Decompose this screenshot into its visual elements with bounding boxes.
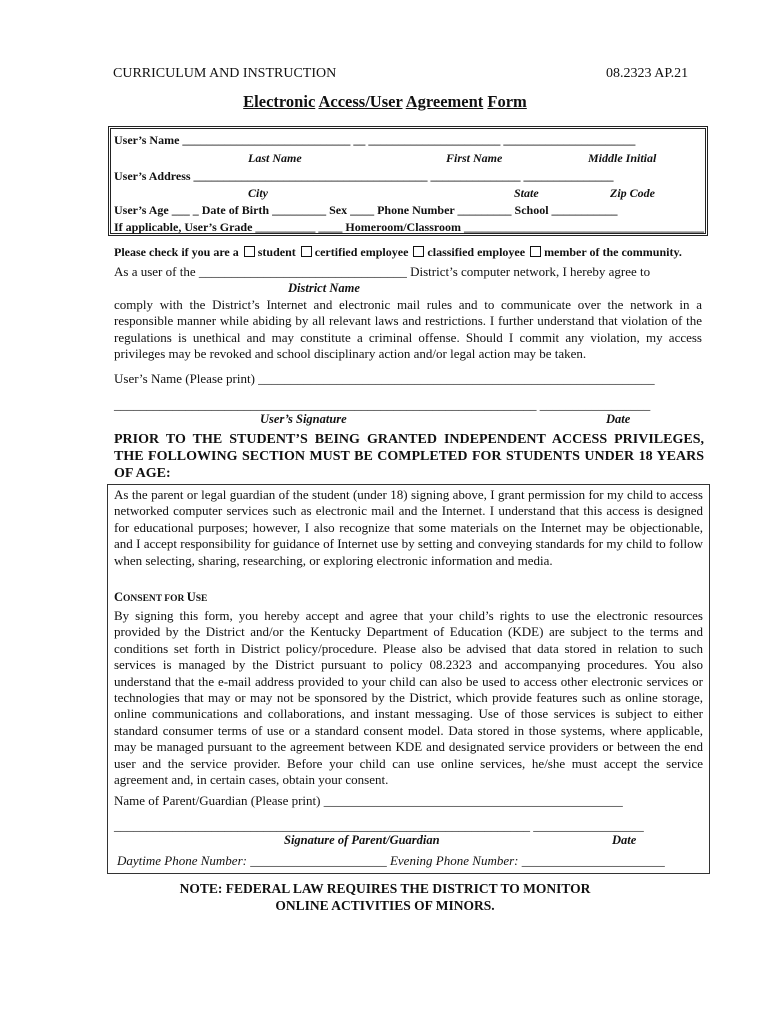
under-18-notice: PRIOR TO THE STUDENT’S BEING GRANTED INDEPENDENT ACCESS PRIVILEGES, THE FOLLOWING SECTION MUST BE COMPLETED FOR STUDENTS UNDER 18 YEARS OF AGE: (114, 432, 704, 481)
policy-code: 08.2323 AP.21 (606, 66, 689, 81)
consent-paragraph: By signing this form, you hereby accept and agree that your child’s rights to use the electronic resources provided by the District and/or the Kentucky Department of Education (KDE) are subject to the terms and conditions set forth in District policy/procedure. Please also be advised that data stored in relation to such services is managed by the District pursuant to policy 08.2323 and accompanying procedures. You also understand that the e-mail address provided to your child can also be used to access other electronic services or technologies that may or may not be sponsored by the District, which provide features such as online storage, online communications and collaborations, and instant messaging. Use of those services is subject to either standard consumer terms of use or a standard consent model. Data stored in those systems, where applicable, may be managed pursuant to the agreement between KDE and designated service providers or between the end user and the service provider. Before your child can use online services, he/she must accept the service agreement and, in certain cases, obtain your consent. (114, 608, 703, 788)
parent-print-name-field[interactable]: Name of Parent/Guardian (Please print) ______________________________________________ (114, 793, 623, 808)
role-check-row (114, 245, 682, 260)
classified-employee-option-label: classified employee (427, 245, 526, 259)
middle-initial-label: Middle Initial (588, 151, 657, 165)
agreement-body: comply with the District’s Internet and electronic mail rules and to communicate over the network in a responsible manner while abiding by all relevant laws and restrictions. I further understand that violation of the regulations is unethical and may constitute a criminal offense. Should I commit any violation, my access privileges may be revoked and school disciplinary action and/or legal action may be taken. (114, 297, 702, 362)
title-word: Access/User (318, 92, 403, 111)
consent-heading-se: SE (195, 594, 208, 604)
parent-signature-line[interactable]: ________________________________________________________________ _________________ (114, 818, 644, 833)
federal-law-note-line2: ONLINE ACTIVITIES OF MINORS. (275, 898, 495, 913)
title-word: Electronic (243, 92, 316, 111)
title-word: Form (487, 92, 527, 111)
user-address-field[interactable]: User’s Address _______________________________________ _______________ _______________ (114, 169, 614, 183)
section-header: CURRICULUM AND INSTRUCTION (113, 66, 337, 81)
certified-employee-checkbox[interactable] (301, 246, 312, 257)
consent-heading-onsent: ONSENT FOR (123, 594, 187, 604)
community-member-checkbox[interactable] (530, 246, 541, 257)
user-date-label: Date (606, 412, 631, 426)
zip-label: Zip Code (610, 186, 655, 200)
parent-signature-label: Signature of Parent/Guardian (284, 833, 440, 847)
consent-heading (114, 588, 207, 606)
page-title (0, 92, 770, 112)
title-word: Agreement (405, 92, 484, 111)
consent-heading-u: U (186, 590, 196, 604)
user-signature-line[interactable]: _________________________________________________________________ _________________ (114, 397, 651, 412)
grade-homeroom-row[interactable]: If applicable, User’s Grade __________ ____ Homeroom/Classroom ________________________________________ (114, 220, 704, 234)
classified-employee-checkbox[interactable] (413, 246, 424, 257)
user-print-name-field[interactable]: User’s Name (Please print) _____________________________________________________________ (114, 371, 655, 386)
user-signature-label: User’s Signature (260, 412, 347, 426)
parent-date-label: Date (612, 833, 637, 847)
district-name-label: District Name (288, 281, 360, 295)
consent-heading-c: C (114, 590, 124, 604)
parent-permission-paragraph: As the parent or legal guardian of the student (under 18) signing above, I grant permission for my child to access networked computer services such as electronic mail and the Internet. I understand that this access is designed for educational purposes; however, I also recognize that some materials on the Internet may be objectionable, and I accept responsibility for guidance of Internet use by setting and conveying standards for my child to follow when selecting, sharing, researching, or exploring electronic information and media. (114, 487, 703, 568)
check-prefix: Please check if you are a (114, 245, 239, 259)
last-name-label: Last Name (248, 151, 302, 165)
certified-employee-option-label: certified employee (314, 245, 409, 259)
community-member-option-label: member of the community. (544, 245, 682, 259)
user-name-field[interactable]: User’s Name ____________________________ __ ______________________ ______________________ (114, 133, 636, 147)
first-name-label: First Name (446, 151, 503, 165)
state-label: State (514, 186, 539, 200)
student-checkbox[interactable] (244, 246, 255, 257)
federal-law-note-line1: NOTE: FEDERAL LAW REQUIRES THE DISTRICT TO MONITOR (179, 881, 591, 896)
phone-numbers-row[interactable]: Daytime Phone Number: _____________________ Evening Phone Number: ______________________ (117, 853, 665, 868)
city-label: City (248, 186, 268, 200)
district-name-field[interactable]: As a user of the ________________________________ District’s computer network, I hereby agree to (114, 264, 651, 279)
age-dob-sex-phone-school-row[interactable]: User’s Age ___ _ Date of Birth _________ Sex ____ Phone Number _________ School ___________ (114, 203, 618, 217)
student-option-label: student (257, 245, 296, 259)
